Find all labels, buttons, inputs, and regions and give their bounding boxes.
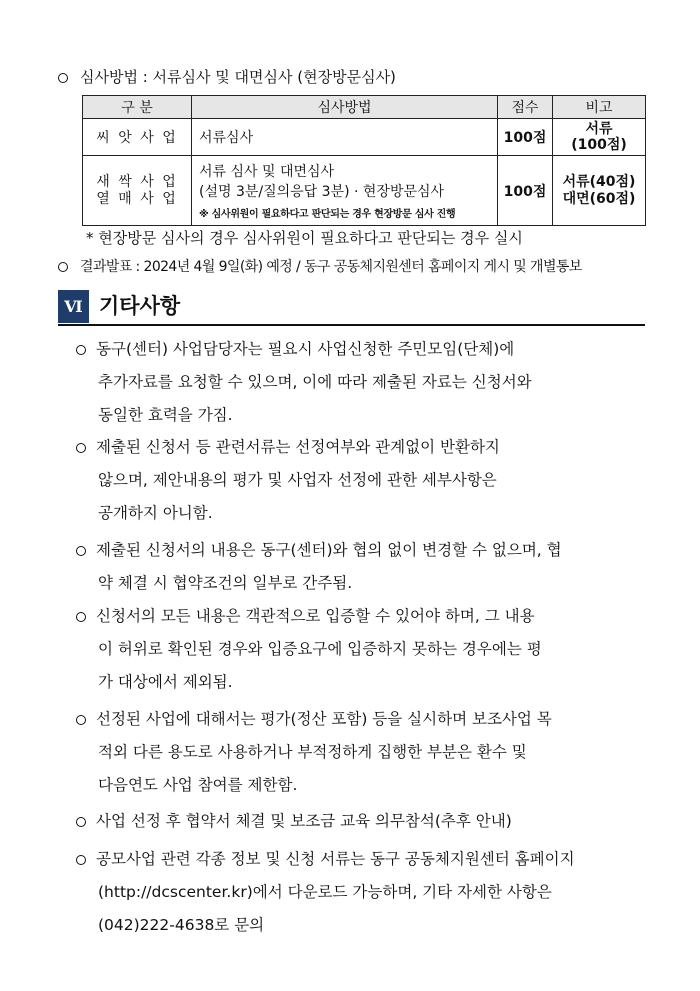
hollow-circle-bullet-icon — [58, 262, 68, 272]
item-line: 공모사업 관련 각종 정보 및 신청 서류는 동구 공동체지원센터 홈페이지 — [96, 850, 575, 868]
eval-method-heading-text: 심사방법 : 서류심사 및 대면심사 (현장방문심사) — [80, 68, 396, 86]
eval-method-heading — [58, 66, 396, 87]
hollow-circle-bullet-icon — [76, 345, 86, 355]
item-line: 신청서의 모든 내용은 객관적으로 입증할 수 있어야 하며, 그 내용 — [96, 607, 535, 625]
item-line: 동구(센터) 사업담당자는 필요시 사업신청한 주민모임(단체)에 — [96, 340, 515, 358]
section-divider — [58, 324, 645, 326]
row-score: 100점 — [498, 119, 553, 156]
hollow-circle-bullet-icon — [76, 612, 86, 622]
table-row-sprout-fruit — [83, 156, 646, 226]
table-header-row — [83, 96, 646, 119]
section-number-badge: Ⅵ — [58, 290, 89, 323]
item-line: 제출된 신청서의 내용은 동구(센터)와 협의 없이 변경할 수 없으며, 협 — [96, 541, 562, 559]
item-line: (http://dcscenter.kr)에서 다운로드 가능하며, 기타 자세한 사항은 — [98, 883, 552, 901]
hollow-circle-bullet-icon — [58, 73, 68, 83]
list-item — [76, 805, 654, 838]
row-method: 서류심사 — [192, 119, 498, 156]
header-category: 구 분 — [83, 96, 192, 119]
list-item — [76, 534, 654, 600]
hollow-circle-bullet-icon — [76, 855, 86, 865]
result-announcement-text: 결과발표 : 2024년 4월 9일(화) 예정 / 동구 공동체지원센터 홈페이지 게시 및 개별통보 — [80, 259, 582, 275]
result-announcement — [58, 256, 582, 276]
item-line: 선정된 사업에 대해서는 평가(정산 포함) 등을 실시하며 보조사업 목 — [96, 710, 552, 728]
list-item — [76, 333, 654, 432]
hollow-circle-bullet-icon — [76, 715, 86, 725]
hollow-circle-bullet-icon — [76, 546, 86, 556]
item-line: (042)222-4638로 문의 — [98, 916, 265, 934]
table-footnote: * 현장방문 심사의 경우 심사위원이 필요하다고 판단되는 경우 실시 — [86, 229, 523, 247]
header-note: 비고 — [553, 96, 646, 119]
item-line: 가 대상에서 제외됨. — [98, 673, 233, 691]
list-item — [76, 431, 654, 530]
item-line: 사업 선정 후 협약서 체결 및 보조금 교육 의무참석(추후 안내) — [96, 812, 512, 830]
list-item — [76, 843, 654, 942]
eval-method-table — [82, 95, 646, 226]
list-item — [76, 703, 654, 802]
method-line: (설명 3분/질의응답 3분) · 현장방문심사 — [199, 183, 445, 200]
header-method: 심사방법 — [192, 96, 498, 119]
table-row-seed — [83, 119, 646, 156]
row-note: 서류(40점) 대면(60점) — [553, 156, 646, 226]
list-item — [76, 600, 654, 699]
method-line: 서류 심사 및 대면심사 — [199, 163, 335, 180]
item-line: 공개하지 아니함. — [98, 504, 213, 522]
method-note: ※ 심사위원이 필요하다고 판단되는 경우 현장방문 심사 진행 — [199, 208, 456, 220]
row-category: 새 싹 사 업 열 매 사 업 — [83, 156, 192, 226]
item-line: 추가자료를 요청할 수 있으며, 이에 따라 제출된 자료는 신청서와 — [98, 373, 532, 391]
item-line: 않으며, 제안내용의 평가 및 사업자 선정에 관한 세부사항은 — [98, 471, 497, 489]
item-line: 적외 다른 용도로 사용하거나 부적정하게 집행한 부분은 환수 및 — [98, 743, 527, 761]
hollow-circle-bullet-icon — [76, 443, 86, 453]
row-note: 서류 (100점) — [553, 119, 646, 156]
header-score: 점수 — [498, 96, 553, 119]
row-method — [192, 156, 498, 226]
item-line: 이 허위로 확인된 경우와 입증요구에 입증하지 못하는 경우에는 평 — [98, 640, 542, 658]
row-score: 100점 — [498, 156, 553, 226]
hollow-circle-bullet-icon — [76, 817, 86, 827]
item-line: 제출된 신청서 등 관련서류는 선정여부와 관계없이 반환하지 — [96, 438, 500, 456]
section-title: 기타사항 — [99, 294, 181, 318]
item-line: 약 체결 시 협약조건의 일부로 간주됨. — [98, 574, 353, 592]
item-line: 다음연도 사업 참여를 제한함. — [98, 776, 298, 794]
row-category: 씨 앗 사 업 — [83, 119, 192, 156]
item-line: 동일한 효력을 가짐. — [98, 406, 233, 424]
